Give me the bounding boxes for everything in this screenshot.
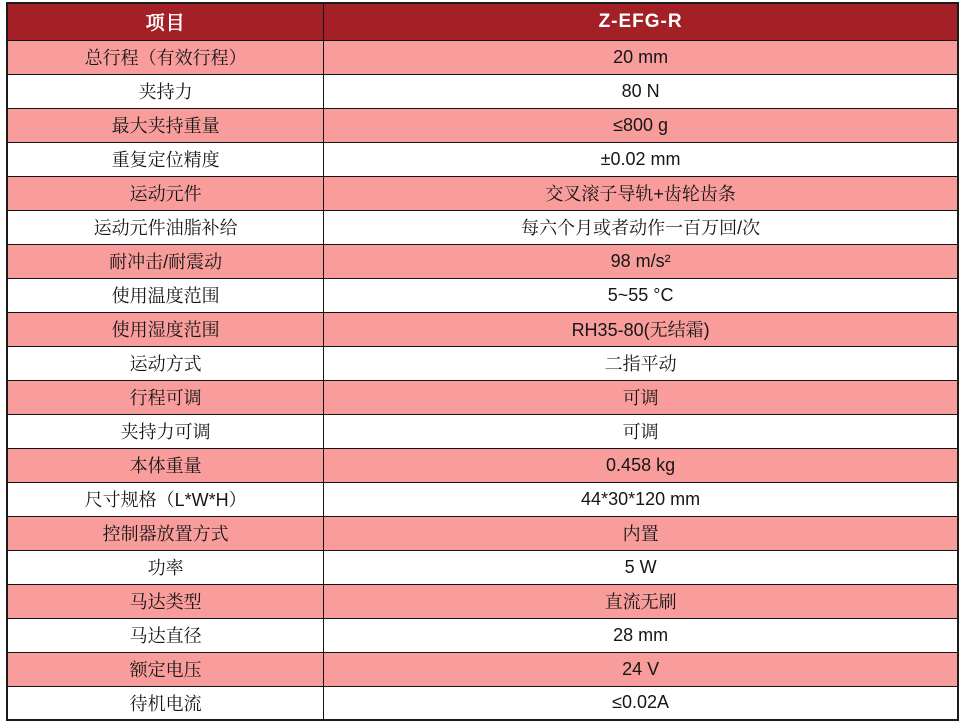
param-name-cell: 运动元件 [7,176,324,210]
param-name-cell: 运动方式 [7,346,324,380]
param-value-cell: 5~55 °C [324,278,958,312]
table-header-param: 项目 [7,3,324,40]
table-row [7,40,958,74]
param-name-cell: 马达类型 [7,584,324,618]
table-row [7,448,958,482]
param-value-cell: ≤800 g [324,108,958,142]
param-value-cell: 直流无刷 [324,584,958,618]
table-row [7,584,958,618]
table-row [7,618,958,652]
param-name-cell: 夹持力 [7,74,324,108]
param-value-cell: 98 m/s² [324,244,958,278]
table-header-row [7,3,958,40]
table-row [7,380,958,414]
param-value-cell: 可调 [324,414,958,448]
table-row [7,346,958,380]
param-name-cell: 马达直径 [7,618,324,652]
table-row [7,312,958,346]
param-name-cell: 尺寸规格（L*W*H） [7,482,324,516]
param-name-cell: 额定电压 [7,652,324,686]
param-value-cell: 内置 [324,516,958,550]
param-name-cell: 总行程（有效行程） [7,40,324,74]
param-value-cell: 28 mm [324,618,958,652]
param-value-cell: 每六个月或者动作一百万回/次 [324,210,958,244]
param-value-cell: 可调 [324,380,958,414]
param-name-cell: 夹持力可调 [7,414,324,448]
param-name-cell: 待机电流 [7,686,324,720]
param-value-cell: 交叉滚子导轨+齿轮齿条 [324,176,958,210]
param-name-cell: 行程可调 [7,380,324,414]
param-name-cell: 最大夹持重量 [7,108,324,142]
table-row [7,414,958,448]
table-row [7,108,958,142]
table-row [7,176,958,210]
param-value-cell: 80 N [324,74,958,108]
param-value-cell: 二指平动 [324,346,958,380]
spec-table [6,2,959,721]
table-row [7,74,958,108]
table-row [7,516,958,550]
param-name-cell: 使用温度范围 [7,278,324,312]
param-name-cell: 本体重量 [7,448,324,482]
param-value-cell: 44*30*120 mm [324,482,958,516]
table-row [7,550,958,584]
param-value-cell: 24 V [324,652,958,686]
param-name-cell: 重复定位精度 [7,142,324,176]
param-name-cell: 运动元件油脂补给 [7,210,324,244]
table-row [7,652,958,686]
table-row [7,482,958,516]
table-row [7,210,958,244]
table-row [7,244,958,278]
param-value-cell: RH35-80(无结霜) [324,312,958,346]
param-name-cell: 耐冲击/耐震动 [7,244,324,278]
param-value-cell: 0.458 kg [324,448,958,482]
table-row [7,142,958,176]
param-value-cell: 5 W [324,550,958,584]
param-value-cell: ±0.02 mm [324,142,958,176]
param-name-cell: 功率 [7,550,324,584]
param-name-cell: 使用湿度范围 [7,312,324,346]
param-value-cell: ≤0.02A [324,686,958,720]
table-header-model: Z-EFG-R [324,3,958,40]
table-row [7,278,958,312]
table-row [7,686,958,720]
param-value-cell: 20 mm [324,40,958,74]
param-name-cell: 控制器放置方式 [7,516,324,550]
